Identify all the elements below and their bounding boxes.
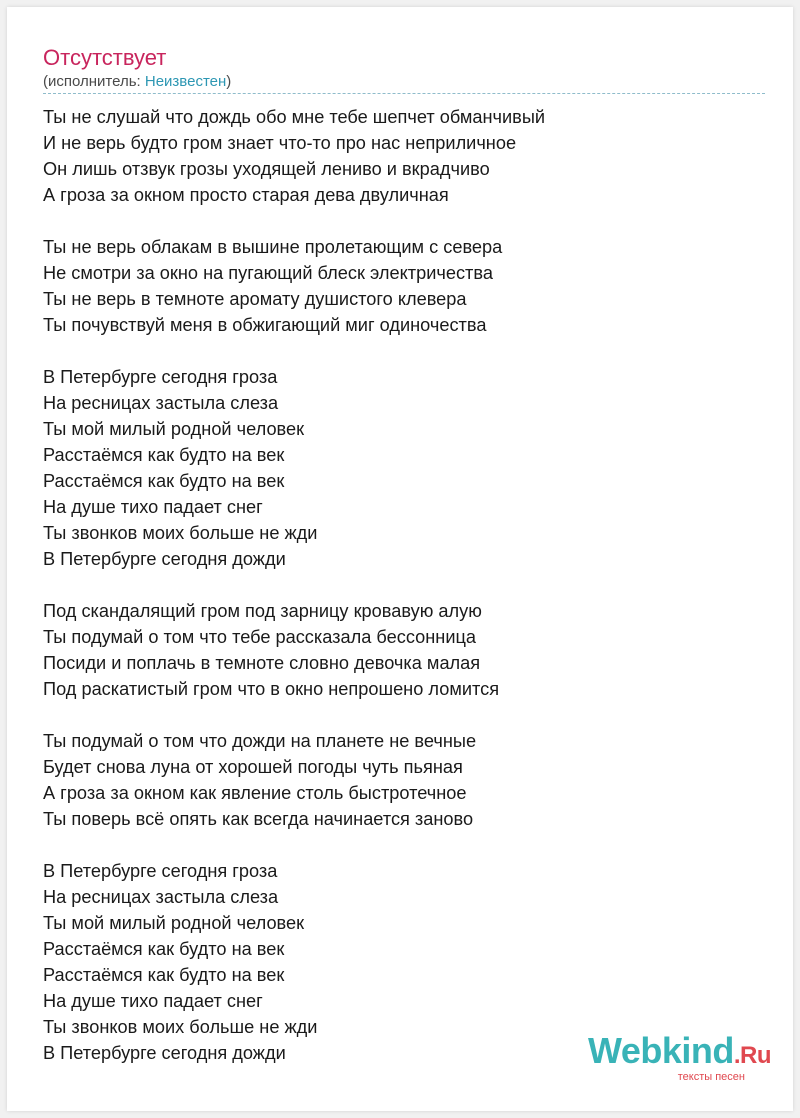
lyrics-line: Ты звонков моих больше не жди — [43, 523, 318, 543]
lyrics-line: Расстаёмся как будто на век — [43, 471, 285, 491]
lyrics-stanza — [43, 104, 763, 208]
lyrics-stanza — [43, 598, 763, 702]
artist-link[interactable]: Неизвестен — [144, 73, 227, 90]
lyrics-line: Посиди и поплачь в темноте словно девочка малая — [43, 653, 481, 673]
artist-prefix: (исполнитель: — [43, 73, 145, 90]
lyrics-line: На душе тихо падает снег — [43, 991, 263, 1011]
lyrics-page — [7, 7, 793, 1111]
song-header — [43, 45, 765, 94]
logo-wordmark — [587, 1030, 771, 1074]
lyrics-line: Ты мой милый родной человек — [43, 913, 305, 933]
lyrics-line: Не смотри за окно на пугающий блеск электричества — [43, 263, 493, 283]
webkind-logo[interactable] — [587, 1030, 771, 1083]
artist-suffix: ) — [226, 73, 232, 90]
lyrics-line: Расстаёмся как будто на век — [43, 445, 285, 465]
lyrics-line: Он лишь отзвук грозы уходящей лениво и вкрадчиво — [43, 159, 490, 179]
lyrics-stanza — [43, 234, 763, 338]
lyrics-line: Ты не слушай что дождь обо мне тебе шепчет обманчивый — [43, 107, 546, 127]
lyrics-line: Ты мой милый родной человек — [43, 419, 305, 439]
lyrics-line: В Петербурге сегодня дожди — [43, 549, 286, 569]
lyrics-line: Ты подумай о том что дожди на планете не вечные — [43, 731, 477, 751]
lyrics-line: В Петербурге сегодня гроза — [43, 861, 278, 881]
lyrics-line: Расстаёмся как будто на век — [43, 965, 285, 985]
lyrics-line: Расстаёмся как будто на век — [43, 939, 285, 959]
lyrics-line: На душе тихо падает снег — [43, 497, 263, 517]
lyrics-line: А гроза за окном как явление столь быстротечное — [43, 783, 467, 803]
lyrics-line: На ресницах застыла слеза — [43, 393, 279, 413]
lyrics-line: На ресницах застыла слеза — [43, 887, 279, 907]
lyrics-body — [43, 104, 763, 1092]
lyrics-line: Ты не верь в темноте аромату душистого клевера — [43, 289, 467, 309]
lyrics-line: Под раскатистый гром что в окно непрошено ломится — [43, 679, 500, 699]
lyrics-line: Ты звонков моих больше не жди — [43, 1017, 318, 1037]
lyrics-line: Под скандалящий гром под зарницу кровавую алую — [43, 601, 482, 621]
artist-line — [43, 72, 765, 94]
lyrics-line: Будет снова луна от хорошей погоды чуть пьяная — [43, 757, 463, 777]
lyrics-stanza — [43, 728, 763, 832]
lyrics-line: Ты поверь всё опять как всегда начинается заново — [43, 809, 474, 829]
logo-tld: .Ru — [733, 1042, 771, 1069]
lyrics-line: А гроза за окном просто старая дева двуличная — [43, 185, 449, 205]
song-title: Отсутствует — [43, 45, 167, 70]
lyrics-line: И не верь будто гром знает что-то про нас неприличное — [43, 133, 517, 153]
logo-tagline: тексты песен — [677, 1071, 745, 1083]
lyrics-line: В Петербурге сегодня дожди — [43, 1043, 286, 1063]
lyrics-line: В Петербурге сегодня гроза — [43, 367, 278, 387]
logo-name: Webkind — [587, 1030, 734, 1071]
lyrics-stanza — [43, 364, 763, 572]
lyrics-line: Ты подумай о том что тебе рассказала бессонница — [43, 627, 477, 647]
lyrics-line: Ты почувствуй меня в обжигающий миг одиночества — [43, 315, 487, 335]
lyrics-line: Ты не верь облакам в вышине пролетающим с севера — [43, 237, 503, 257]
